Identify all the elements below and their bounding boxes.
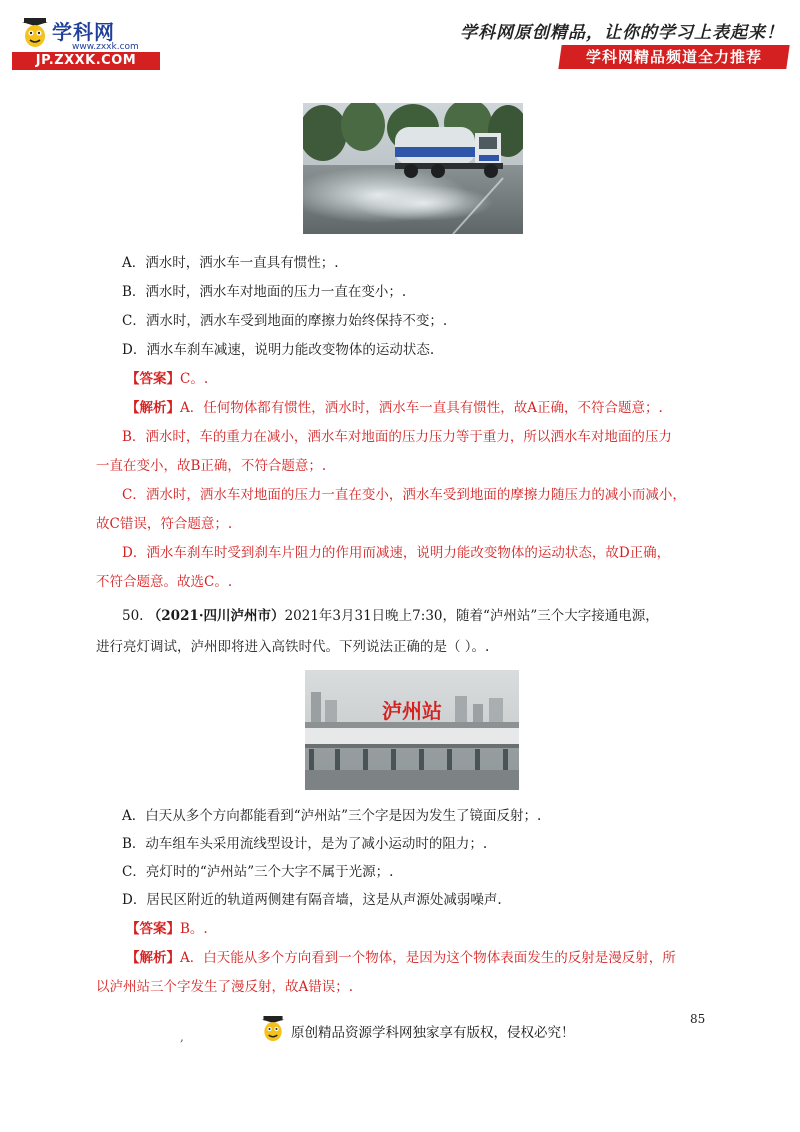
q50-number: 50. [122, 608, 144, 624]
analysis-tag: 【解析】 [126, 400, 180, 416]
analysis-tag: 【解析】 [126, 950, 180, 966]
q49-option-d: D．洒水车刹车减速，说明力能改变物体的运动状态. [122, 342, 435, 358]
q50-source: （2021·四川泸州市） [147, 608, 285, 624]
station-sign-text: 泸州站 [382, 699, 442, 723]
q49-analysis-line-5: 故C错误，符合题意；. [96, 516, 233, 532]
q49-analysis-line-6: D．洒水车刹车时受到刹车片阻力的作用而减速，说明力能改变物体的运动状态，故D正确， [122, 545, 671, 561]
q50-stem-line-2: 进行亮灯调试，泸州即将进入高铁时代。下列说法正确的是（ ）。. [96, 639, 490, 655]
site-logo[interactable] [12, 14, 162, 72]
copyright-notice: 原创精品资源学科网独家享有版权，侵权必究！ [291, 1025, 575, 1041]
answer-value: C。. [180, 371, 209, 387]
sprinkler-truck-image [303, 103, 523, 234]
q49-analysis-line-1 [126, 398, 663, 418]
q49-option-b: B．洒水时，洒水车对地面的压力一直在变小；. [122, 284, 407, 300]
header-banner [558, 45, 789, 69]
q50-analysis-line-2: 以泸州站三个字发生了漫反射，故A错误；. [96, 979, 354, 995]
answer-tag: 【答案】 [126, 921, 180, 937]
answer-value: B。. [180, 921, 208, 937]
page-number: 85 [690, 1012, 706, 1026]
q50-answer [126, 919, 208, 939]
q50-option-c: C．亮灯时的“泸州站”三个大字不属于光源；. [122, 864, 394, 880]
luzhou-station-image [305, 670, 519, 790]
logo-subtext: www.zxxk.com [72, 42, 139, 52]
q50-option-a: A．白天从多个方向都能看到“泸州站”三个字是因为发生了镜面反射；. [122, 808, 542, 824]
logo-text: 学科网 [52, 20, 115, 44]
q50-stem-text: 2021年3月31日晚上7:30，随着“泸州站”三个大字接通电源， [284, 608, 659, 624]
q49-analysis-line-4: C．洒水时，洒水车对地面的压力一直在变小，洒水车受到地面的摩擦力随压力的减小而减小， [122, 487, 686, 503]
q49-answer [126, 369, 208, 389]
logo-url[interactable]: JP.ZXXK.COM [12, 52, 160, 70]
q50-option-b: B．动车组车头采用流线型设计，是为了减小运动时的阻力；. [122, 836, 488, 852]
q50-option-d: D．居民区附近的轨道两侧建有隔音墙，这是从声源处减弱噪声. [122, 892, 502, 908]
header-slogan: 学科网原创精品，让你的学习上表起来！ [460, 23, 784, 43]
q49-option-a: A．洒水时，洒水车一直具有惯性；. [122, 255, 339, 271]
analysis-text: A．任何物体都有惯性，洒水时，洒水车一直具有惯性，故A正确，不符合题意；. [180, 400, 663, 416]
stray-mark: , [180, 1030, 184, 1044]
q50-analysis-line-1 [126, 948, 676, 968]
mascot-icon [20, 16, 50, 50]
answer-tag: 【答案】 [126, 371, 180, 387]
q49-analysis-line-2: B．洒水时，车的重力在减小，洒水车对地面的压力压力等于重力，所以洒水车对地面的压力 [122, 429, 672, 445]
q50-stem-line-1 [122, 606, 659, 626]
banner-text: 学科网精品频道全力推荐 [585, 48, 762, 66]
mascot-icon [260, 1014, 286, 1044]
q49-analysis-line-3: 一直在变小，故B正确，不符合题意；. [96, 458, 327, 474]
q49-option-c: C．洒水时，洒水车受到地面的摩擦力始终保持不变；. [122, 313, 448, 329]
q49-analysis-line-7: 不符合题意。故选C。. [96, 574, 233, 590]
analysis-text: A．白天能从多个方向看到一个物体，是因为这个物体表面发生的反射是漫反射，所 [180, 950, 676, 966]
